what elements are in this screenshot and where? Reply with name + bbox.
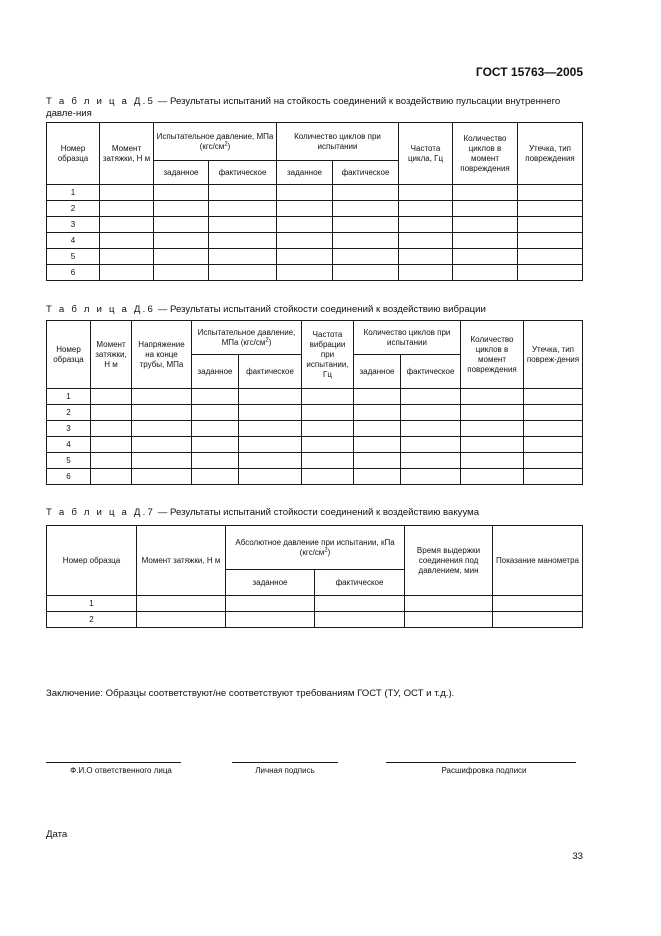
header-actual: фактическое (401, 355, 461, 389)
table-cell[interactable] (277, 265, 333, 281)
table-cell[interactable] (154, 201, 209, 217)
row-number: 3 (47, 421, 91, 437)
table-cell[interactable] (302, 453, 354, 469)
table-cell[interactable] (302, 421, 354, 437)
table-cell[interactable] (399, 185, 453, 201)
table-row (47, 217, 583, 233)
table-cell[interactable] (524, 421, 583, 437)
table-row (47, 612, 583, 628)
table-cell[interactable] (226, 596, 315, 612)
table-cell[interactable] (354, 421, 401, 437)
table-cell[interactable] (277, 185, 333, 201)
table-cell[interactable] (302, 405, 354, 421)
superscript-2: 2 (265, 336, 269, 343)
close-paren: ) (268, 337, 272, 347)
table-cell[interactable] (154, 265, 209, 281)
table-cell[interactable] (461, 453, 524, 469)
row-number: 1 (47, 185, 100, 201)
table-cell[interactable] (239, 437, 302, 453)
table-cell[interactable] (209, 265, 277, 281)
table-cell[interactable] (453, 233, 518, 249)
table-d5 (46, 122, 583, 281)
table-cell[interactable] (524, 405, 583, 421)
table-cell[interactable] (333, 201, 399, 217)
table-cell[interactable] (354, 389, 401, 405)
header-torque: Момент затяжки, Н м (91, 321, 132, 389)
header-damage-cycles: Количество циклов в момент повреждения (461, 321, 524, 389)
table-cell[interactable] (453, 201, 518, 217)
signature-line-transcript[interactable] (386, 762, 576, 763)
table-d5-label: Т а б л и ц а Д.5 (46, 96, 156, 107)
table-cell[interactable] (493, 612, 583, 628)
table-d7-title: — Результаты испытаний стойкости соединений к воздействию вакуума (155, 507, 480, 518)
header-cycles: Количество циклов при испытании (277, 123, 399, 161)
page-number: 33 (572, 851, 583, 862)
table-cell[interactable] (132, 405, 192, 421)
header-sample: Номер образца (47, 123, 100, 185)
table-cell[interactable] (302, 389, 354, 405)
row-number: 6 (47, 469, 91, 485)
header-actual: фактическое (333, 161, 399, 185)
header-stress: Напряжение на конце трубы, МПа (132, 321, 192, 389)
header-abs-pressure (226, 526, 405, 570)
signature-line-personal[interactable] (232, 762, 338, 763)
table-row (47, 405, 583, 421)
table-d7-caption (46, 507, 479, 519)
header-actual: фактическое (239, 355, 302, 389)
table-cell[interactable] (354, 469, 401, 485)
table-cell[interactable] (277, 249, 333, 265)
table-cell[interactable] (524, 389, 583, 405)
table-cell[interactable] (226, 612, 315, 628)
table-d6-label: Т а б л и ц а Д.6 (46, 304, 156, 315)
table-cell[interactable] (315, 596, 405, 612)
table-cell[interactable] (524, 469, 583, 485)
table-cell[interactable] (154, 233, 209, 249)
table-cell[interactable] (518, 233, 583, 249)
table-cell[interactable] (453, 249, 518, 265)
table-cell[interactable] (401, 405, 461, 421)
table-row (47, 233, 583, 249)
row-number: 3 (47, 217, 100, 233)
table-d6 (46, 320, 583, 485)
table-cell[interactable] (209, 185, 277, 201)
signature-label-transcript: Расшифровка подписи (441, 766, 527, 775)
row-number: 5 (47, 249, 100, 265)
header-actual: фактическое (315, 570, 405, 596)
table-cell[interactable] (209, 201, 277, 217)
table-cell[interactable] (401, 469, 461, 485)
table-cell[interactable] (518, 249, 583, 265)
table-cell[interactable] (354, 437, 401, 453)
table-cell[interactable] (461, 421, 524, 437)
header-test-pressure (192, 321, 302, 355)
table-cell[interactable] (277, 233, 333, 249)
table-d7-label: Т а б л и ц а Д.7 (46, 507, 156, 518)
table-cell[interactable] (239, 405, 302, 421)
header-leak: Утечка, тип повреждения (518, 123, 583, 185)
table-d6-title: — Результаты испытаний стойкости соединений к воздействию вибрации (155, 304, 486, 315)
header-torque: Момент затяжки, Н м (137, 526, 226, 596)
table-cell[interactable] (333, 265, 399, 281)
table-cell[interactable] (399, 217, 453, 233)
table-cell[interactable] (461, 437, 524, 453)
header-test-pressure-text: Испытательное давление, МПа (кгс/см (156, 131, 274, 151)
table-cell[interactable] (154, 185, 209, 201)
table-cell[interactable] (100, 233, 154, 249)
header-set: заданное (354, 355, 401, 389)
header-sample: Номер образца (47, 321, 91, 389)
superscript-2: 2 (324, 546, 328, 553)
conclusion-text: Заключение: Образцы соответствуют/не соответствуют требованиям ГОСТ (ТУ, ОСТ и т.д.). (46, 688, 455, 699)
table-cell[interactable] (132, 469, 192, 485)
row-number: 1 (47, 389, 91, 405)
superscript-2: 2 (224, 140, 228, 147)
table-cell[interactable] (239, 389, 302, 405)
row-number: 5 (47, 453, 91, 469)
header-hold-time: Время выдержки соединения под давлением, мин (405, 526, 493, 596)
table-d6-caption (46, 304, 486, 316)
table-cell[interactable] (401, 421, 461, 437)
table-cell[interactable] (302, 437, 354, 453)
header-damage-cycles: Количество циклов в момент повреждения (453, 123, 518, 185)
table-cell[interactable] (192, 389, 239, 405)
header-actual: фактическое (209, 161, 277, 185)
table-cell[interactable] (100, 249, 154, 265)
header-test-pressure-text: Испытательное давление, МПа (кгс/см (197, 327, 296, 347)
table-cell[interactable] (209, 249, 277, 265)
table-cell[interactable] (315, 612, 405, 628)
table-cell[interactable] (100, 265, 154, 281)
table-cell[interactable] (137, 596, 226, 612)
table-row (47, 265, 583, 281)
date-label: Дата (46, 829, 68, 840)
table-cell[interactable] (132, 453, 192, 469)
header-gauge: Показание манометра (493, 526, 583, 596)
table-cell[interactable] (239, 453, 302, 469)
table-cell[interactable] (518, 265, 583, 281)
header-abs-pressure-text: Абсолютное давление при испытании, кПа (кгс/см (235, 537, 395, 557)
table-cell[interactable] (399, 249, 453, 265)
header-set: заданное (277, 161, 333, 185)
table-cell[interactable] (399, 265, 453, 281)
close-paren: ) (227, 141, 231, 151)
table-row (47, 201, 583, 217)
table-cell[interactable] (239, 421, 302, 437)
table-row (47, 453, 583, 469)
table-row (47, 421, 583, 437)
table-cell[interactable] (91, 453, 132, 469)
table-cell[interactable] (405, 596, 493, 612)
table-row (47, 249, 583, 265)
signature-line-responsible[interactable] (46, 762, 181, 763)
header-set: заданное (192, 355, 239, 389)
header-vibration: Частота вибрации при испытании, Гц (302, 321, 354, 389)
signature-label-personal: Личная подпись (255, 766, 315, 775)
table-cell[interactable] (333, 233, 399, 249)
table-cell[interactable] (518, 185, 583, 201)
table-d5-caption (46, 96, 586, 120)
header-set: заданное (154, 161, 209, 185)
table-cell[interactable] (461, 469, 524, 485)
document-code: ГОСТ 15763—2005 (475, 65, 583, 79)
table-cell[interactable] (401, 437, 461, 453)
table-cell[interactable] (453, 185, 518, 201)
row-number: 4 (47, 233, 100, 249)
table-cell[interactable] (518, 217, 583, 233)
table-cell[interactable] (154, 249, 209, 265)
table-cell[interactable] (277, 217, 333, 233)
table-cell[interactable] (453, 217, 518, 233)
row-number: 2 (47, 201, 100, 217)
row-number: 2 (47, 612, 137, 628)
table-cell[interactable] (354, 405, 401, 421)
table-cell[interactable] (401, 453, 461, 469)
header-sample: Номер образца (47, 526, 137, 596)
header-test-pressure (154, 123, 277, 161)
table-cell[interactable] (192, 421, 239, 437)
row-number: 2 (47, 405, 91, 421)
close-paren: ) (327, 547, 331, 557)
table-cell[interactable] (192, 453, 239, 469)
table-cell[interactable] (91, 437, 132, 453)
header-leak: Утечка, тип повреж-дения (524, 321, 583, 389)
table-cell[interactable] (401, 389, 461, 405)
header-frequency: Частота цикла, Гц (399, 123, 453, 185)
row-number: 1 (47, 596, 137, 612)
table-cell[interactable] (132, 389, 192, 405)
table-cell[interactable] (91, 421, 132, 437)
table-cell[interactable] (154, 217, 209, 233)
table-cell[interactable] (461, 389, 524, 405)
signature-label-responsible: Ф.И.О ответственного лица (70, 766, 172, 775)
table-cell[interactable] (405, 612, 493, 628)
table-cell[interactable] (192, 469, 239, 485)
table-d7 (46, 525, 583, 628)
table-row (47, 389, 583, 405)
table-cell[interactable] (333, 249, 399, 265)
table-cell[interactable] (354, 453, 401, 469)
table-cell[interactable] (209, 217, 277, 233)
header-torque: Момент затяжки, Н м (100, 123, 154, 185)
table-cell[interactable] (100, 185, 154, 201)
table-cell[interactable] (333, 217, 399, 233)
table-cell[interactable] (524, 453, 583, 469)
table-cell[interactable] (461, 405, 524, 421)
table-row (47, 469, 583, 485)
table-cell[interactable] (518, 201, 583, 217)
table-cell[interactable] (399, 233, 453, 249)
table-cell[interactable] (100, 217, 154, 233)
table-row (47, 596, 583, 612)
table-cell[interactable] (91, 469, 132, 485)
table-row (47, 185, 583, 201)
row-number: 4 (47, 437, 91, 453)
table-cell[interactable] (132, 437, 192, 453)
table-cell[interactable] (239, 469, 302, 485)
table-cell[interactable] (137, 612, 226, 628)
table-cell[interactable] (132, 421, 192, 437)
table-d5-title: — Результаты испытаний на стойкость соединений к воздействию пульсации внутреннего давле-ния (46, 96, 561, 119)
header-cycles: Количество циклов при испытании (354, 321, 461, 355)
table-cell[interactable] (91, 405, 132, 421)
table-cell[interactable] (91, 389, 132, 405)
table-cell[interactable] (399, 201, 453, 217)
table-cell[interactable] (493, 596, 583, 612)
table-cell[interactable] (192, 405, 239, 421)
table-cell[interactable] (453, 265, 518, 281)
table-cell[interactable] (524, 437, 583, 453)
table-cell[interactable] (209, 233, 277, 249)
header-set: заданное (226, 570, 315, 596)
row-number: 6 (47, 265, 100, 281)
table-cell[interactable] (277, 201, 333, 217)
table-cell[interactable] (302, 469, 354, 485)
table-cell[interactable] (100, 201, 154, 217)
table-cell[interactable] (333, 185, 399, 201)
table-row (47, 437, 583, 453)
table-cell[interactable] (192, 437, 239, 453)
